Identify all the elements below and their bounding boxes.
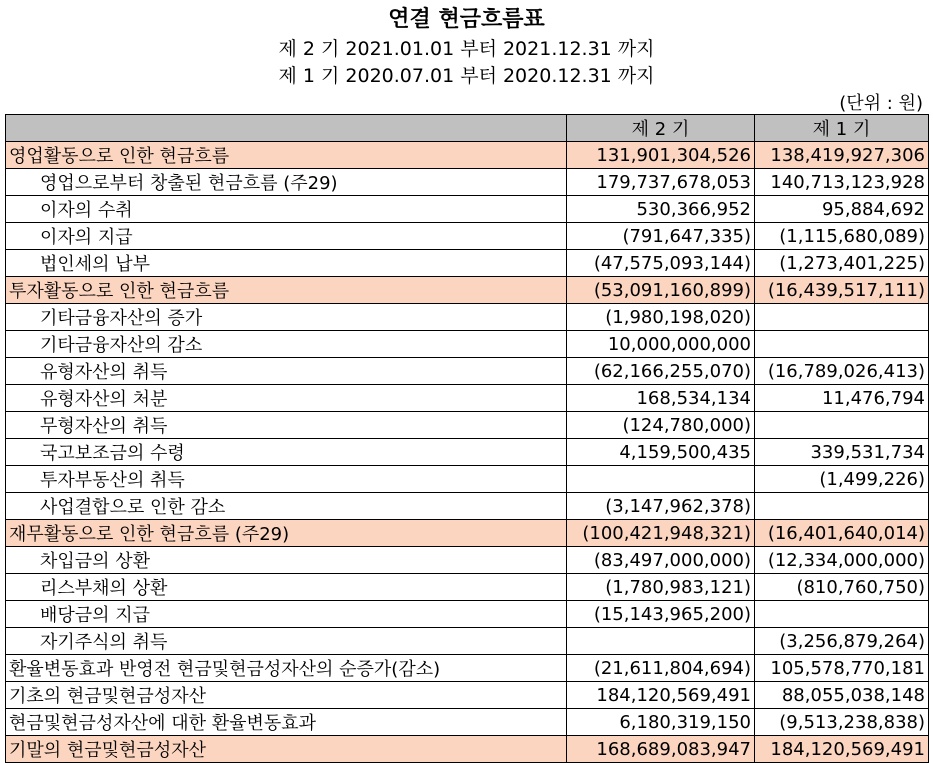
table-row: [6, 412, 929, 439]
section-row: [6, 736, 929, 763]
current-period-value: 6,180,319,150: [567, 709, 755, 736]
row-label: 리스부채의 상환: [6, 574, 567, 601]
table-row: [6, 682, 929, 709]
row-label: 이자의 지급: [6, 223, 567, 250]
table-row: [6, 169, 929, 196]
row-label: 자기주식의 취득: [6, 628, 567, 655]
section-row: [6, 520, 929, 547]
previous-period-value: (16,789,026,413): [755, 358, 929, 385]
row-label: 기타금융자산의 감소: [6, 331, 567, 358]
previous-period-value: [755, 412, 929, 439]
previous-period-value: 339,531,734: [755, 439, 929, 466]
table-row: [6, 331, 929, 358]
table-row: [6, 574, 929, 601]
previous-period-value: (16,401,640,014): [755, 520, 929, 547]
table-row: [6, 250, 929, 277]
table-row: [6, 493, 929, 520]
period-current: 제 2 기 2021.01.01 부터 2021.12.31 까지: [278, 38, 655, 60]
current-period-value: (62,166,255,070): [567, 358, 755, 385]
table-row: [6, 196, 929, 223]
row-label: 투자활동으로 인한 현금흐름: [6, 277, 567, 304]
previous-period-value: (12,334,000,000): [755, 547, 929, 574]
current-period-value: [567, 628, 755, 655]
row-label: 배당금의 지급: [6, 601, 567, 628]
previous-period-value: (16,439,517,111): [755, 277, 929, 304]
row-label: 환율변동효과 반영전 현금및현금성자산의 순증가(감소): [6, 655, 567, 682]
unit-label: (단위 : 원): [839, 93, 923, 114]
current-period-value: (53,091,160,899): [567, 277, 755, 304]
row-label: 기타금융자산의 증가: [6, 304, 567, 331]
header-previous-period: 제 1 기: [755, 115, 929, 142]
cash-flow-table: [5, 114, 929, 763]
table-row: [6, 466, 929, 493]
row-label: 국고보조금의 수령: [6, 439, 567, 466]
current-period-value: (1,780,983,121): [567, 574, 755, 601]
current-period-value: (47,575,093,144): [567, 250, 755, 277]
table-row: [6, 385, 929, 412]
table-row: [6, 655, 929, 682]
previous-period-value: 140,713,123,928: [755, 169, 929, 196]
header-label-column: [6, 115, 567, 142]
row-label: 투자부동산의 취득: [6, 466, 567, 493]
current-period-value: 168,689,083,947: [567, 736, 755, 763]
previous-period-value: 95,884,692: [755, 196, 929, 223]
row-label: 기말의 현금및현금성자산: [6, 736, 567, 763]
current-period-value: [567, 466, 755, 493]
row-label: 사업결합으로 인한 감소: [6, 493, 567, 520]
current-period-value: 4,159,500,435: [567, 439, 755, 466]
row-label: 무형자산의 취득: [6, 412, 567, 439]
current-period-value: 530,366,952: [567, 196, 755, 223]
row-label: 재무활동으로 인한 현금흐름 (주29): [6, 520, 567, 547]
section-row: [6, 142, 929, 169]
row-label: 영업활동으로 인한 현금흐름: [6, 142, 567, 169]
current-period-value: (791,647,335): [567, 223, 755, 250]
previous-period-value: 184,120,569,491: [755, 736, 929, 763]
previous-period-value: 138,419,927,306: [755, 142, 929, 169]
table-row: [6, 628, 929, 655]
previous-period-value: (3,256,879,264): [755, 628, 929, 655]
period-previous: 제 1 기 2020.07.01 부터 2020.12.31 까지: [278, 65, 655, 87]
current-period-value: (124,780,000): [567, 412, 755, 439]
row-label: 기초의 현금및현금성자산: [6, 682, 567, 709]
current-period-value: (100,421,948,321): [567, 520, 755, 547]
previous-period-value: 88,055,038,148: [755, 682, 929, 709]
previous-period-value: (1,115,680,089): [755, 223, 929, 250]
row-label: 유형자산의 취득: [6, 358, 567, 385]
table-body: [6, 142, 929, 763]
current-period-value: (15,143,965,200): [567, 601, 755, 628]
statement-title: 연결 현금흐름표: [388, 6, 545, 32]
current-period-value: (3,147,962,378): [567, 493, 755, 520]
table-row: [6, 709, 929, 736]
row-label: 영업으로부터 창출된 현금흐름 (주29): [6, 169, 567, 196]
table-header-row: [6, 115, 929, 142]
row-label: 차입금의 상환: [6, 547, 567, 574]
current-period-value: (1,980,198,020): [567, 304, 755, 331]
previous-period-value: (1,273,401,225): [755, 250, 929, 277]
current-period-value: 179,737,678,053: [567, 169, 755, 196]
previous-period-value: [755, 601, 929, 628]
previous-period-value: 11,476,794: [755, 385, 929, 412]
previous-period-value: [755, 304, 929, 331]
table-row: [6, 439, 929, 466]
table-row: [6, 358, 929, 385]
row-label: 법인세의 납부: [6, 250, 567, 277]
previous-period-value: (9,513,238,838): [755, 709, 929, 736]
table-row: [6, 547, 929, 574]
previous-period-value: [755, 331, 929, 358]
row-label: 현금및현금성자산에 대한 환율변동효과: [6, 709, 567, 736]
previous-period-value: (1,499,226): [755, 466, 929, 493]
current-period-value: (21,611,804,694): [567, 655, 755, 682]
table-row: [6, 304, 929, 331]
current-period-value: (83,497,000,000): [567, 547, 755, 574]
section-row: [6, 277, 929, 304]
header-current-period: 제 2 기: [567, 115, 755, 142]
current-period-value: 184,120,569,491: [567, 682, 755, 709]
current-period-value: 10,000,000,000: [567, 331, 755, 358]
row-label: 유형자산의 처분: [6, 385, 567, 412]
previous-period-value: (810,760,750): [755, 574, 929, 601]
table-row: [6, 601, 929, 628]
previous-period-value: 105,578,770,181: [755, 655, 929, 682]
table-row: [6, 223, 929, 250]
previous-period-value: [755, 493, 929, 520]
current-period-value: 131,901,304,526: [567, 142, 755, 169]
current-period-value: 168,534,134: [567, 385, 755, 412]
row-label: 이자의 수취: [6, 196, 567, 223]
